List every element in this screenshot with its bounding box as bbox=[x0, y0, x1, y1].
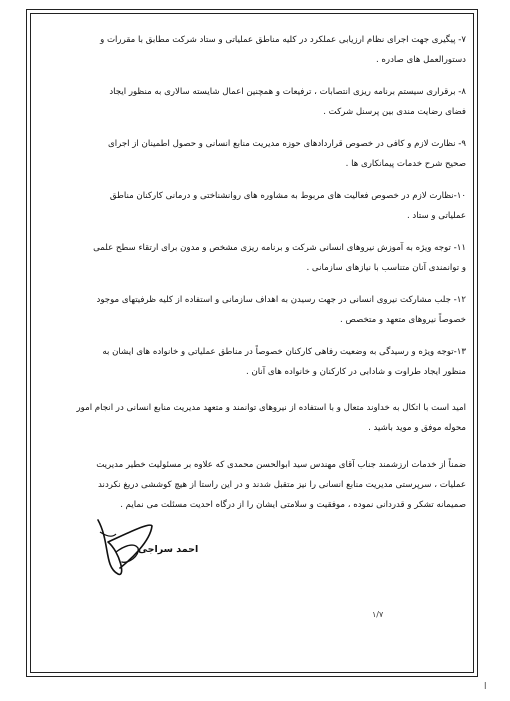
list-item-text: خصوصاً نیروهای متعهد و متخصص . bbox=[340, 315, 466, 325]
list-item-text: و توانمندی آنان متناسب با نیازهای سازمانی . bbox=[306, 263, 466, 273]
list-item-10 bbox=[46, 186, 466, 226]
list-item-text: ۷- پیگیری جهت اجرای نظام ارزیابی عملکرد در کلیه مناطق عملیاتی و ستاد شرکت مطابق با مقررات و bbox=[100, 35, 466, 45]
list-item-9 bbox=[46, 134, 466, 174]
list-item-11 bbox=[46, 238, 466, 278]
list-item-text: ۸- برقراری سیستم برنامه ریزی انتصابات ، ترفیعات و همچنین اعمال شایسته سالاری به منظور ایجاد bbox=[109, 87, 466, 97]
thanks-text: عملیات ، سرپرستی مدیریت منابع انسانی را نیز متقبل شدند و در این راستا از هیچ کوششی دریغ نکردند bbox=[98, 480, 466, 490]
list-item-text: ۱۳-توجه ویژه و رسیدگی به وضعیت رفاهی کارکنان خصوصاً در مناطق عملیاتی و خانواده های ایشان به bbox=[102, 347, 466, 357]
corner-mark: ا bbox=[484, 682, 487, 692]
list-item-text: ۱۲- جلب مشارکت نیروی انسانی در جهت رسیدن به اهداف سازمانی و استفاده از کلیه ظرفیتهای موجود bbox=[96, 295, 466, 305]
list-item-text: عملیاتی و ستاد . bbox=[406, 211, 466, 221]
list-item-text: دستورالعمل های صادره . bbox=[375, 55, 466, 65]
list-item-text: منظور ایجاد طراوت و شادابی در کارکنان و خانواده های آنان . bbox=[245, 367, 466, 377]
list-item-8 bbox=[46, 82, 466, 122]
list-item-text: ۱۰-نظارت لازم در خصوص فعالیت های مربوط به مشاوره های روانشناختی و درمانی کارکنان مناطق bbox=[109, 191, 466, 201]
list-item-text: فضای رضایت مندی بین پرسنل شرکت . bbox=[323, 107, 466, 117]
list-item-13 bbox=[46, 342, 466, 382]
closing-paragraph bbox=[46, 398, 466, 438]
letter-body bbox=[46, 30, 466, 532]
list-item-text: ۹- نظارت لازم و کافی در خصوص قراردادهای حوزه مدیریت منابع انسانی و حصول اطمینان از اجرای bbox=[108, 139, 466, 149]
list-item-12 bbox=[46, 290, 466, 330]
list-item-7 bbox=[46, 30, 466, 70]
closing-text: امید است با اتکال به خداوند متعال و با استفاده از نیروهای توانمند و متعهد مدیریت منابع انسانی در انجام امور bbox=[76, 403, 466, 413]
list-item-text: صحیح شرح خدمات پیمانکاری ها . bbox=[345, 159, 466, 169]
thanks-paragraph bbox=[46, 455, 466, 515]
signatory-name: احمد سراجی bbox=[138, 544, 199, 555]
page-number: ۱/۷ bbox=[372, 610, 384, 619]
thanks-text: ضمناً از خدمات ارزشمند جناب آقای مهندس سید ابوالحسن محمدی که علاوه بر مسئولیت خطیر مدیریت bbox=[96, 460, 466, 470]
thanks-text: صمیمانه تشکر و قدردانی نموده ، موفقیت و سلامتی ایشان را از درگاه احدیت مسئلت می نمایم . bbox=[120, 500, 466, 510]
list-item-text: ۱۱- توجه ویژه به آموزش نیروهای انسانی شرکت و برنامه ریزی مشخص و مدون برای ارتقاء سطح علمی bbox=[93, 243, 466, 253]
closing-text: محوله موفق و موید باشید . bbox=[368, 423, 466, 433]
